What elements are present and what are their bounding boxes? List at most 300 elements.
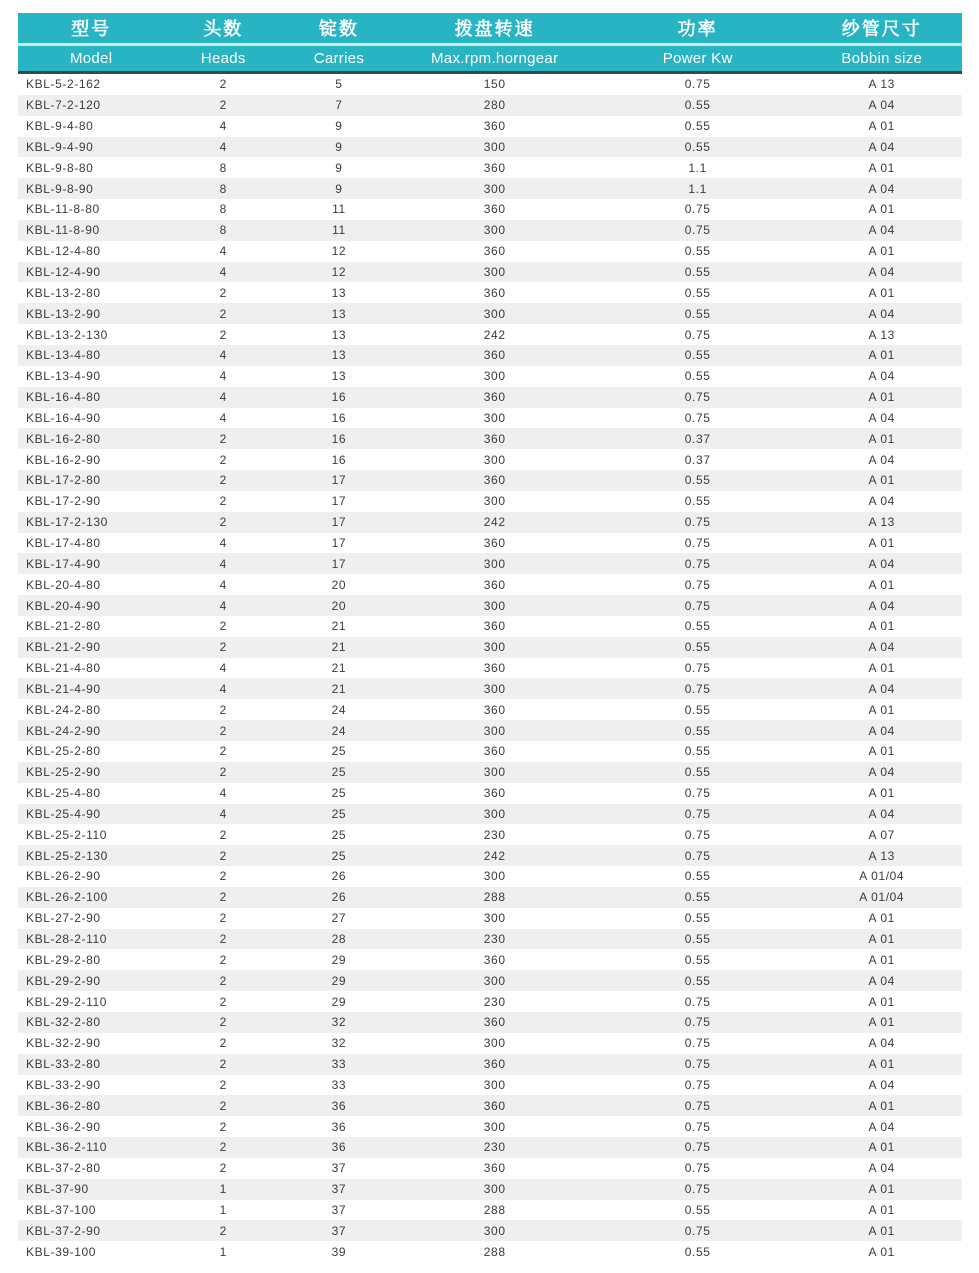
spec-table-header: [18, 13, 962, 73]
cell-power_kw: 0.75: [684, 535, 711, 550]
cell-carries: 12: [331, 265, 347, 280]
cell-power_kw: 1.1: [688, 181, 707, 196]
cell-max_rpm_horngear: 300: [483, 640, 506, 655]
table-row: [18, 699, 962, 720]
cell-max_rpm_horngear: 300: [483, 806, 506, 821]
cell-power_kw: 0.75: [684, 1119, 711, 1134]
cell-bobbin_size: A 04: [868, 265, 895, 280]
cell-bobbin_size: A 13: [868, 515, 895, 530]
cell-carries: 29: [331, 994, 347, 1009]
cell-carries: 32: [331, 1036, 347, 1051]
cell-power_kw: 0.75: [684, 1077, 711, 1092]
cell-model: KBL-17-4-80: [26, 535, 101, 550]
cell-power_kw: 0.55: [684, 119, 711, 134]
cell-carries: 25: [331, 765, 347, 780]
cell-model: KBL-16-4-80: [26, 390, 101, 405]
cell-max_rpm_horngear: 360: [483, 160, 506, 175]
col-header-bobbin-size-cn: 纱管尺寸: [801, 13, 962, 45]
cell-bobbin_size: A 01: [868, 786, 895, 801]
cell-heads: 4: [219, 535, 227, 550]
cell-model: KBL-16-4-90: [26, 410, 101, 425]
cell-carries: 12: [331, 244, 347, 259]
cell-model: KBL-26-2-90: [26, 869, 101, 884]
cell-model: KBL-25-4-90: [26, 806, 101, 821]
col-header-power-kw-en: Power Kw: [594, 45, 802, 73]
cell-bobbin_size: A 01: [868, 431, 895, 446]
cell-max_rpm_horngear: 360: [483, 619, 506, 634]
cell-power_kw: 0.75: [684, 848, 711, 863]
cell-model: KBL-32-2-90: [26, 1036, 101, 1051]
cell-power_kw: 0.55: [684, 285, 711, 300]
cell-model: KBL-37-2-80: [26, 1161, 101, 1176]
cell-power_kw: 0.55: [684, 952, 711, 967]
table-row: [18, 949, 962, 970]
table-row: [18, 824, 962, 845]
cell-power_kw: 0.75: [684, 556, 711, 571]
table-row: [18, 678, 962, 699]
cell-carries: 39: [331, 1244, 347, 1259]
cell-bobbin_size: A 01: [868, 1098, 895, 1113]
spec-table-body: [18, 73, 962, 1263]
cell-heads: 2: [219, 1057, 227, 1072]
table-row: [18, 324, 962, 345]
cell-model: KBL-17-2-90: [26, 494, 101, 509]
cell-heads: 4: [219, 556, 227, 571]
cell-power_kw: 0.55: [684, 139, 711, 154]
cell-heads: 8: [219, 223, 227, 238]
cell-model: KBL-25-2-90: [26, 765, 101, 780]
cell-max_rpm_horngear: 360: [483, 535, 506, 550]
cell-model: KBL-12-4-90: [26, 265, 101, 280]
cell-carries: 20: [331, 577, 347, 592]
cell-power_kw: 0.55: [684, 98, 711, 113]
cell-bobbin_size: A 01: [868, 1202, 895, 1217]
cell-bobbin_size: A 01: [868, 702, 895, 717]
cell-bobbin_size: A 01: [868, 744, 895, 759]
cell-carries: 25: [331, 786, 347, 801]
cell-power_kw: 0.55: [684, 744, 711, 759]
table-row: [18, 1137, 962, 1158]
cell-power_kw: 0.75: [684, 1015, 711, 1030]
cell-model: KBL-9-8-90: [26, 181, 94, 196]
cell-heads: 2: [219, 869, 227, 884]
cell-carries: 17: [331, 494, 347, 509]
cell-carries: 21: [331, 681, 347, 696]
cell-bobbin_size: A 04: [868, 765, 895, 780]
table-row: [18, 595, 962, 616]
cell-model: KBL-29-2-80: [26, 952, 101, 967]
table-row: [18, 116, 962, 137]
cell-bobbin_size: A 01: [868, 535, 895, 550]
cell-carries: 9: [335, 139, 343, 154]
cell-power_kw: 0.75: [684, 515, 711, 530]
cell-bobbin_size: A 01: [868, 577, 895, 592]
cell-carries: 17: [331, 535, 347, 550]
cell-carries: 33: [331, 1077, 347, 1092]
cell-max_rpm_horngear: 300: [483, 1036, 506, 1051]
cell-power_kw: 0.75: [684, 786, 711, 801]
table-row: [18, 1075, 962, 1096]
cell-carries: 7: [335, 98, 343, 113]
cell-carries: 21: [331, 640, 347, 655]
spec-table: [18, 13, 962, 1262]
col-header-carries-en: Carries: [282, 45, 395, 73]
cell-carries: 11: [332, 202, 346, 217]
table-row: [18, 387, 962, 408]
cell-heads: 2: [219, 77, 227, 92]
cell-model: KBL-36-2-110: [26, 1140, 108, 1155]
cell-heads: 2: [219, 827, 227, 842]
cell-bobbin_size: A 01: [868, 932, 895, 947]
cell-max_rpm_horngear: 360: [483, 202, 506, 217]
table-row: [18, 1012, 962, 1033]
cell-power_kw: 0.75: [684, 1140, 711, 1155]
cell-model: KBL-11-8-80: [26, 202, 100, 217]
cell-max_rpm_horngear: 360: [483, 431, 506, 446]
table-row: [18, 658, 962, 679]
cell-power_kw: 0.75: [684, 1098, 711, 1113]
cell-carries: 9: [335, 160, 343, 175]
cell-power_kw: 0.55: [684, 1202, 711, 1217]
table-row: [18, 804, 962, 825]
col-header-model-cn: 型号: [18, 13, 164, 45]
table-row: [18, 303, 962, 324]
col-header-power-kw-cn: 功率: [594, 13, 802, 45]
col-header-carries-cn: 锭数: [282, 13, 395, 45]
cell-model: KBL-11-8-90: [26, 223, 100, 238]
table-row: [18, 512, 962, 533]
cell-max_rpm_horngear: 300: [483, 869, 506, 884]
cell-power_kw: 0.55: [684, 619, 711, 634]
cell-heads: 4: [219, 410, 227, 425]
cell-max_rpm_horngear: 360: [483, 348, 506, 363]
cell-bobbin_size: A 04: [868, 181, 895, 196]
cell-heads: 2: [219, 1140, 227, 1155]
cell-bobbin_size: A 01: [868, 1244, 895, 1259]
cell-power_kw: 0.75: [684, 994, 711, 1009]
cell-model: KBL-21-4-90: [26, 681, 101, 696]
cell-heads: 2: [219, 306, 227, 321]
cell-max_rpm_horngear: 300: [483, 556, 506, 571]
cell-heads: 2: [219, 848, 227, 863]
cell-carries: 26: [331, 869, 347, 884]
table-row: [18, 178, 962, 199]
cell-carries: 13: [331, 285, 347, 300]
cell-model: KBL-21-4-80: [26, 661, 101, 676]
cell-power_kw: 0.55: [684, 265, 711, 280]
cell-heads: 2: [219, 994, 227, 1009]
cell-max_rpm_horngear: 300: [483, 681, 506, 696]
cell-power_kw: 0.55: [684, 765, 711, 780]
table-row: [18, 428, 962, 449]
cell-carries: 25: [331, 827, 347, 842]
cell-bobbin_size: A 01: [868, 390, 895, 405]
cell-heads: 2: [219, 494, 227, 509]
table-row: [18, 220, 962, 241]
cell-power_kw: 0.75: [684, 661, 711, 676]
cell-power_kw: 0.75: [684, 1223, 711, 1238]
cell-model: KBL-16-2-80: [26, 431, 101, 446]
cell-model: KBL-33-2-80: [26, 1057, 101, 1072]
cell-bobbin_size: A 04: [868, 139, 895, 154]
cell-max_rpm_horngear: 300: [483, 723, 506, 738]
table-row: [18, 887, 962, 908]
cell-model: KBL-25-2-80: [26, 744, 101, 759]
cell-heads: 4: [219, 390, 227, 405]
cell-power_kw: 0.55: [684, 1244, 711, 1259]
cell-carries: 9: [335, 181, 343, 196]
cell-bobbin_size: A 04: [868, 410, 895, 425]
cell-max_rpm_horngear: 300: [483, 369, 506, 384]
cell-heads: 2: [219, 952, 227, 967]
cell-heads: 4: [219, 369, 227, 384]
cell-model: KBL-26-2-100: [26, 890, 108, 905]
table-row: [18, 533, 962, 554]
cell-power_kw: 0.55: [684, 911, 711, 926]
cell-model: KBL-25-2-110: [26, 827, 108, 842]
cell-power_kw: 0.55: [684, 869, 711, 884]
cell-bobbin_size: A 04: [868, 98, 895, 113]
cell-bobbin_size: A 04: [868, 452, 895, 467]
cell-carries: 36: [331, 1098, 347, 1113]
cell-model: KBL-25-2-130: [26, 848, 108, 863]
cell-model: KBL-33-2-90: [26, 1077, 101, 1092]
cell-max_rpm_horngear: 300: [483, 1182, 506, 1197]
cell-heads: 2: [219, 765, 227, 780]
table-row: [18, 1158, 962, 1179]
cell-power_kw: 0.55: [684, 973, 711, 988]
cell-max_rpm_horngear: 300: [483, 452, 506, 467]
cell-model: KBL-9-4-80: [26, 119, 94, 134]
cell-power_kw: 0.75: [684, 598, 711, 613]
cell-heads: 4: [219, 119, 227, 134]
cell-max_rpm_horngear: 360: [483, 1057, 506, 1072]
cell-heads: 2: [219, 1077, 227, 1092]
cell-model: KBL-9-8-80: [26, 160, 94, 175]
cell-carries: 26: [331, 890, 347, 905]
cell-bobbin_size: A 04: [868, 681, 895, 696]
cell-max_rpm_horngear: 230: [483, 827, 506, 842]
table-row: [18, 783, 962, 804]
cell-bobbin_size: A 04: [868, 1077, 895, 1092]
table-row: [18, 449, 962, 470]
col-header-max-rpm-horngear-cn: 拨盘转速: [396, 13, 594, 45]
cell-bobbin_size: A 04: [868, 973, 895, 988]
header-row-cn: [18, 13, 962, 45]
table-row: [18, 1241, 962, 1262]
cell-max_rpm_horngear: 360: [483, 702, 506, 717]
col-header-heads-en: Heads: [164, 45, 282, 73]
cell-max_rpm_horngear: 300: [483, 494, 506, 509]
cell-carries: 29: [331, 952, 347, 967]
cell-carries: 33: [331, 1057, 347, 1072]
cell-heads: 2: [219, 744, 227, 759]
cell-bobbin_size: A 01: [868, 952, 895, 967]
table-row: [18, 282, 962, 303]
cell-power_kw: 0.75: [684, 577, 711, 592]
cell-heads: 2: [219, 1161, 227, 1176]
cell-carries: 11: [332, 223, 346, 238]
cell-max_rpm_horngear: 150: [483, 77, 506, 92]
cell-power_kw: 0.37: [684, 452, 711, 467]
cell-heads: 2: [219, 1223, 227, 1238]
cell-carries: 37: [331, 1223, 347, 1238]
cell-model: KBL-12-4-80: [26, 244, 101, 259]
cell-heads: 2: [219, 973, 227, 988]
cell-heads: 8: [219, 181, 227, 196]
cell-carries: 16: [331, 431, 347, 446]
cell-max_rpm_horngear: 360: [483, 661, 506, 676]
table-row: [18, 553, 962, 574]
cell-model: KBL-36-2-80: [26, 1098, 101, 1113]
table-row: [18, 866, 962, 887]
table-row: [18, 929, 962, 950]
cell-carries: 16: [331, 452, 347, 467]
table-row: [18, 262, 962, 283]
table-row: [18, 241, 962, 262]
cell-carries: 5: [335, 77, 343, 92]
cell-power_kw: 0.55: [684, 244, 711, 259]
cell-max_rpm_horngear: 360: [483, 744, 506, 759]
cell-bobbin_size: A 04: [868, 806, 895, 821]
cell-power_kw: 0.75: [684, 410, 711, 425]
cell-bobbin_size: A 04: [868, 1161, 895, 1176]
cell-max_rpm_horngear: 280: [483, 98, 506, 113]
cell-heads: 2: [219, 285, 227, 300]
cell-carries: 37: [331, 1161, 347, 1176]
table-row: [18, 137, 962, 158]
cell-power_kw: 0.55: [684, 640, 711, 655]
cell-carries: 36: [331, 1119, 347, 1134]
cell-power_kw: 0.55: [684, 473, 711, 488]
cell-bobbin_size: A 01: [868, 1057, 895, 1072]
cell-bobbin_size: A 01/04: [859, 869, 905, 884]
cell-max_rpm_horngear: 360: [483, 786, 506, 801]
cell-bobbin_size: A 07: [868, 827, 895, 842]
cell-power_kw: 0.75: [684, 327, 711, 342]
cell-carries: 16: [331, 410, 347, 425]
cell-max_rpm_horngear: 300: [483, 598, 506, 613]
cell-max_rpm_horngear: 300: [483, 306, 506, 321]
cell-bobbin_size: A 01: [868, 348, 895, 363]
cell-bobbin_size: A 04: [868, 598, 895, 613]
table-row: [18, 345, 962, 366]
col-header-model-en: Model: [18, 45, 164, 73]
cell-max_rpm_horngear: 360: [483, 285, 506, 300]
cell-model: KBL-27-2-90: [26, 911, 101, 926]
cell-model: KBL-32-2-80: [26, 1015, 101, 1030]
cell-model: KBL-13-4-80: [26, 348, 101, 363]
cell-bobbin_size: A 01: [868, 1140, 895, 1155]
table-row: [18, 991, 962, 1012]
cell-heads: 2: [219, 1036, 227, 1051]
cell-bobbin_size: A 01: [868, 119, 895, 134]
cell-bobbin_size: A 01: [868, 619, 895, 634]
table-row: [18, 470, 962, 491]
table-row: [18, 366, 962, 387]
col-header-heads-cn: 头数: [164, 13, 282, 45]
cell-max_rpm_horngear: 300: [483, 1119, 506, 1134]
cell-carries: 9: [335, 119, 343, 134]
cell-model: KBL-9-4-90: [26, 139, 94, 154]
col-header-max-rpm-horngear-en: Max.rpm.horngear: [396, 45, 594, 73]
cell-max_rpm_horngear: 360: [483, 473, 506, 488]
cell-max_rpm_horngear: 360: [483, 1015, 506, 1030]
cell-carries: 21: [331, 619, 347, 634]
cell-max_rpm_horngear: 300: [483, 765, 506, 780]
cell-max_rpm_horngear: 300: [483, 1223, 506, 1238]
cell-bobbin_size: A 01: [868, 1015, 895, 1030]
table-row: [18, 1116, 962, 1137]
cell-bobbin_size: A 01: [868, 1182, 895, 1197]
cell-heads: 2: [219, 452, 227, 467]
cell-carries: 13: [331, 369, 347, 384]
cell-max_rpm_horngear: 360: [483, 952, 506, 967]
cell-heads: 2: [219, 723, 227, 738]
cell-bobbin_size: A 01: [868, 1223, 895, 1238]
cell-carries: 17: [331, 515, 347, 530]
cell-bobbin_size: A 04: [868, 556, 895, 571]
cell-model: KBL-16-2-90: [26, 452, 101, 467]
table-row: [18, 908, 962, 929]
cell-max_rpm_horngear: 288: [483, 1244, 506, 1259]
cell-model: KBL-5-2-162: [26, 77, 101, 92]
cell-max_rpm_horngear: 360: [483, 119, 506, 134]
cell-model: KBL-39-100: [26, 1244, 97, 1259]
cell-carries: 32: [331, 1015, 347, 1030]
cell-max_rpm_horngear: 242: [483, 327, 506, 342]
cell-bobbin_size: A 01: [868, 160, 895, 175]
table-row: [18, 95, 962, 116]
cell-power_kw: 0.75: [684, 77, 711, 92]
table-row: [18, 845, 962, 866]
cell-heads: 4: [219, 806, 227, 821]
table-row: [18, 970, 962, 991]
cell-heads: 2: [219, 619, 227, 634]
cell-max_rpm_horngear: 230: [483, 932, 506, 947]
cell-model: KBL-37-90: [26, 1182, 89, 1197]
cell-power_kw: 0.55: [684, 723, 711, 738]
cell-power_kw: 0.75: [684, 202, 711, 217]
table-row: [18, 1054, 962, 1075]
cell-model: KBL-29-2-110: [26, 994, 108, 1009]
cell-model: KBL-13-4-90: [26, 369, 101, 384]
cell-power_kw: 0.75: [684, 806, 711, 821]
table-row: [18, 1220, 962, 1241]
table-row: [18, 157, 962, 178]
cell-model: KBL-13-2-130: [26, 327, 108, 342]
cell-bobbin_size: A 13: [868, 848, 895, 863]
cell-carries: 36: [331, 1140, 347, 1155]
cell-model: KBL-21-2-90: [26, 640, 101, 655]
cell-heads: 4: [219, 681, 227, 696]
cell-power_kw: 0.75: [684, 827, 711, 842]
cell-power_kw: 0.55: [684, 890, 711, 905]
table-row: [18, 408, 962, 429]
cell-heads: 8: [219, 160, 227, 175]
cell-heads: 8: [219, 202, 227, 217]
cell-bobbin_size: A 04: [868, 223, 895, 238]
header-row-en: [18, 45, 962, 73]
cell-carries: 13: [331, 306, 347, 321]
cell-max_rpm_horngear: 300: [483, 1077, 506, 1092]
cell-power_kw: 0.75: [684, 390, 711, 405]
cell-model: KBL-13-2-90: [26, 306, 101, 321]
cell-carries: 29: [331, 973, 347, 988]
cell-power_kw: 0.37: [684, 431, 711, 446]
cell-heads: 4: [219, 598, 227, 613]
table-row: [18, 73, 962, 95]
